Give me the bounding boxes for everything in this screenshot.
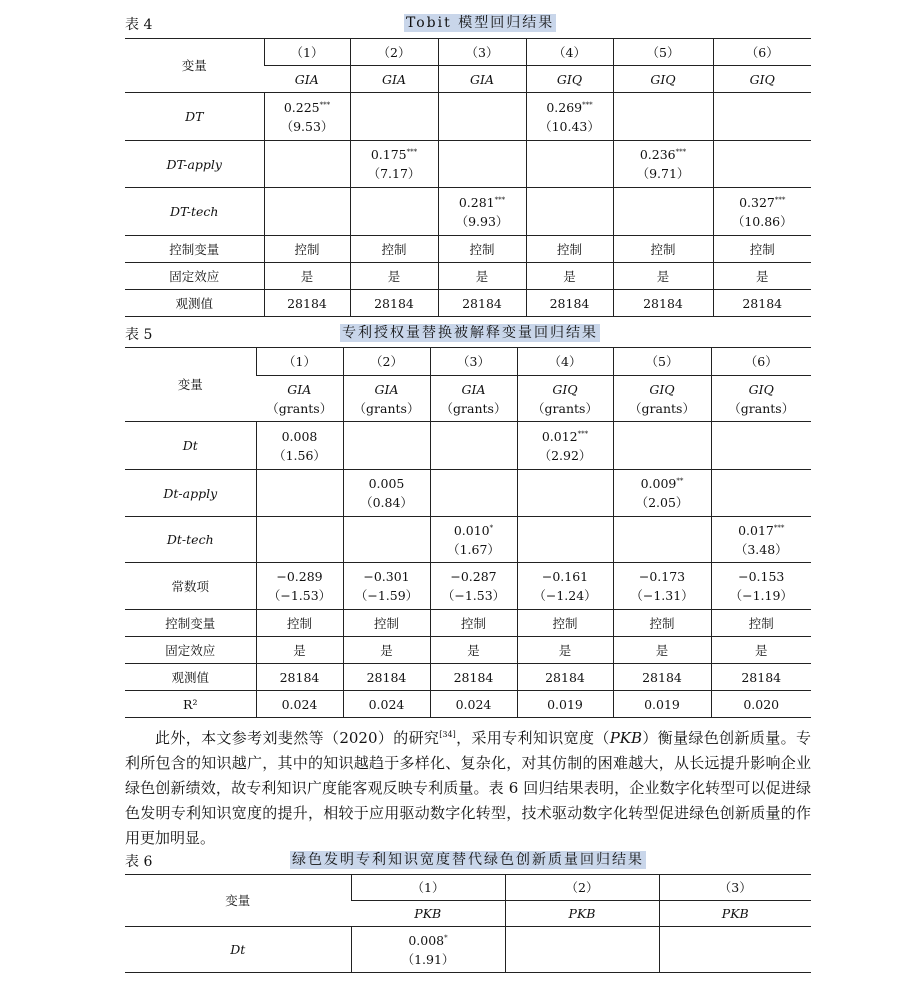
t-stat: （3.48）: [734, 541, 788, 557]
col-header: （4）: [517, 348, 613, 376]
significance-stars: ***: [319, 100, 331, 109]
value-cell: 控制: [438, 236, 526, 263]
coef-cell: [438, 188, 526, 236]
coef-value: 0.269: [546, 99, 583, 115]
value-cell: 0.024: [343, 691, 430, 718]
coef-cell: [430, 422, 517, 470]
value-cell: 28184: [517, 664, 613, 691]
table-row: [125, 422, 811, 470]
dep-var-sub: （grants）: [266, 400, 333, 416]
col-header: （6）: [713, 39, 811, 66]
t-stat: （−1.19）: [729, 588, 793, 603]
coef-cell: [438, 141, 526, 188]
significance-stars: ***: [773, 523, 785, 532]
paragraph-pkb: PKB: [609, 729, 643, 747]
citation-ref: [34]: [439, 730, 456, 739]
table-row: [125, 610, 811, 637]
value-cell: 28184: [438, 290, 526, 317]
value-cell: 是: [430, 637, 517, 664]
row-label: DT: [125, 93, 264, 141]
row-label: 固定效应: [125, 263, 264, 290]
coef-cell: [517, 470, 613, 517]
dep-var-sub: （grants）: [532, 400, 598, 416]
value-cell: 28184: [256, 664, 343, 691]
row-label: DT-apply: [125, 141, 264, 188]
coef-cell: [343, 470, 430, 517]
coef-value: 0.225: [283, 99, 320, 115]
coef-value: −0.301: [363, 569, 410, 584]
t-stat: （10.86）: [731, 213, 793, 229]
col-header: （1）: [264, 39, 350, 66]
t-stat: （−1.24）: [533, 588, 597, 603]
t-stat: （−1.59）: [354, 588, 419, 603]
table-row: [125, 236, 811, 263]
coef-cell: [713, 188, 811, 236]
value-cell: 0.020: [711, 691, 811, 718]
t-stat: （−1.31）: [630, 588, 694, 603]
dep-var: GIA: [287, 381, 312, 397]
coef-value: 0.010: [453, 522, 490, 538]
t-stat: （1.56）: [273, 447, 326, 463]
value-cell: 28184: [526, 290, 613, 317]
value-cell: 28184: [430, 664, 517, 691]
t-stat: （2.05）: [635, 495, 689, 510]
dep-var: GIQ: [713, 66, 811, 93]
value-cell: 是: [438, 263, 526, 290]
paragraph-text: ，采用专利知识宽度（: [455, 729, 610, 747]
col-header: （2）: [505, 875, 659, 901]
col-header: （1）: [351, 875, 505, 901]
dep-var-sub: （grants）: [440, 400, 507, 416]
coef-value: 0.281: [458, 194, 495, 210]
coef-cell: [526, 93, 613, 141]
significance-stars: ***: [494, 195, 506, 204]
value-cell: 28184: [711, 664, 811, 691]
table-row: [125, 188, 811, 236]
significance-stars: ***: [774, 195, 786, 204]
coef-cell: [264, 93, 350, 141]
dep-var: GIA: [438, 66, 526, 93]
col-header: （2）: [350, 39, 438, 66]
coef-cell: [264, 188, 350, 236]
coef-value: −0.287: [450, 569, 497, 584]
coef-cell: [517, 563, 613, 610]
value-cell: 控制: [343, 610, 430, 637]
coef-cell: [350, 93, 438, 141]
t-stat: （−1.53）: [441, 588, 506, 603]
value-cell: 28184: [264, 290, 350, 317]
value-cell: 控制: [517, 610, 613, 637]
coef-cell: [430, 517, 517, 563]
value-cell: 控制: [713, 236, 811, 263]
value-cell: 是: [256, 637, 343, 664]
t-stat: （2.92）: [538, 447, 592, 463]
table4-label: 表 4: [125, 17, 153, 33]
value-cell: 控制: [264, 236, 350, 263]
dep-var: GIA: [374, 381, 399, 397]
t-stat: （7.17）: [367, 166, 421, 181]
dep-var-sub: （grants）: [353, 400, 420, 416]
dep-var: PKB: [351, 901, 505, 927]
coef-cell: [613, 93, 713, 141]
coef-cell: [256, 422, 343, 470]
coef-cell: [517, 517, 613, 563]
coef-cell: [613, 141, 713, 188]
value-cell: 是: [613, 263, 713, 290]
value-cell: 是: [613, 637, 711, 664]
table6-title: 绿色发明专利知识宽度替代绿色创新质量回归结果: [292, 852, 644, 868]
table5-title: 专利授权量替换被解释变量回归结果: [342, 325, 598, 341]
value-cell: 控制: [430, 610, 517, 637]
coef-value: 0.005: [368, 476, 405, 491]
value-cell: 是: [350, 263, 438, 290]
value-cell: 0.019: [613, 691, 711, 718]
t-stat: （9.93）: [455, 213, 509, 229]
header-variable: 变量: [225, 893, 251, 908]
coef-value: 0.012: [541, 428, 578, 444]
dep-var-cell: [613, 376, 711, 422]
paragraph-text: ）衡量绿色创新质量。专利所包含的知识越广，其中的知识越趋于多样化、复杂化，对其仿制的困难越大，从长远提升影响企业绿色创新绩效，故专利知识广度能客观反映专利质量。表 6 回归结果表明，企业数字化转型可以促进绿色发明专利知识宽度的提升，相较于应用驱动数字化转型，技术驱动数字化转型促进绿色创新质量的作用更加明显。: [125, 729, 811, 847]
coef-cell: [430, 470, 517, 517]
dep-var: GIQ: [552, 381, 578, 397]
value-cell: 28184: [343, 664, 430, 691]
table-row: [125, 563, 811, 610]
coef-cell: [517, 422, 613, 470]
row-label: 控制变量: [125, 236, 264, 263]
dep-var-cell: [517, 376, 613, 422]
coef-cell: [256, 563, 343, 610]
row-label: 固定效应: [125, 637, 256, 664]
value-cell: 是: [264, 263, 350, 290]
dep-var-sub: （grants）: [728, 400, 795, 416]
table-row: [125, 263, 811, 290]
coef-value: 0.017: [738, 522, 774, 538]
col-header: （6）: [711, 348, 811, 376]
value-cell: 控制: [711, 610, 811, 637]
value-cell: 0.024: [256, 691, 343, 718]
table-row: [125, 141, 811, 188]
coef-cell: [711, 422, 811, 470]
t-stat: （0.84）: [360, 495, 413, 510]
dep-var: PKB: [659, 901, 811, 927]
col-header: （3）: [430, 348, 517, 376]
table4-title: Tobit 模型回归结果: [406, 15, 555, 31]
coef-cell: [713, 93, 811, 141]
dep-var: GIA: [350, 66, 438, 93]
body-paragraph: [125, 726, 811, 851]
t-stat: （9.71）: [636, 166, 690, 181]
header-variable: 变量: [177, 377, 203, 392]
col-header: （5）: [613, 348, 711, 376]
coef-value: −0.173: [638, 569, 686, 584]
dep-var: GIQ: [526, 66, 613, 93]
significance-stars: **: [676, 477, 684, 485]
coef-cell: [256, 517, 343, 563]
t-stat: （−1.53）: [267, 588, 332, 603]
paragraph-text: 此外，本文参考刘斐然等（2020）的研究: [155, 729, 440, 747]
significance-stars: *: [444, 933, 448, 942]
dep-var: GIA: [264, 66, 350, 93]
value-cell: 控制: [613, 236, 713, 263]
coef-cell: [343, 422, 430, 470]
value-cell: 控制: [526, 236, 613, 263]
value-cell: 是: [343, 637, 430, 664]
table-row: [125, 637, 811, 664]
dep-var-cell: [711, 376, 811, 422]
col-header: （3）: [659, 875, 811, 901]
coef-cell: [350, 188, 438, 236]
coef-cell: [526, 188, 613, 236]
coef-cell: [343, 517, 430, 563]
dep-var: PKB: [505, 901, 659, 927]
coef-cell: [659, 927, 811, 973]
table5-label: 表 5: [125, 327, 153, 343]
coef-value: −0.161: [541, 569, 589, 584]
row-label: R²: [125, 691, 256, 718]
col-header: （3）: [438, 39, 526, 66]
coef-cell: [711, 517, 811, 563]
significance-stars: ***: [675, 148, 687, 156]
coef-cell: [264, 141, 350, 188]
coef-value: 0.236: [639, 147, 676, 162]
value-cell: 0.019: [517, 691, 613, 718]
dep-var-cell: [256, 376, 343, 422]
coef-value: 0.009: [640, 476, 677, 491]
significance-stars: ***: [582, 100, 593, 109]
significance-stars: ***: [406, 148, 418, 156]
value-cell: 28184: [350, 290, 438, 317]
table-row: [125, 664, 811, 691]
table-row: [125, 93, 811, 141]
dep-var-cell: [430, 376, 517, 422]
table-row: [125, 517, 811, 563]
coef-cell: [256, 470, 343, 517]
table-row: [125, 470, 811, 517]
coef-value: −0.289: [276, 569, 323, 584]
t-stat: （1.67）: [447, 541, 500, 557]
col-header: （1）: [256, 348, 343, 376]
table-row: [125, 290, 811, 317]
coef-cell: [711, 470, 811, 517]
coef-value: 0.327: [739, 194, 775, 210]
coef-cell: [430, 563, 517, 610]
table6-label: 表 6: [125, 854, 153, 870]
t-stat: （10.43）: [539, 118, 600, 134]
coef-cell: [613, 563, 711, 610]
value-cell: 0.024: [430, 691, 517, 718]
row-label: 控制变量: [125, 610, 256, 637]
value-cell: 控制: [350, 236, 438, 263]
dep-var: GIQ: [649, 381, 675, 397]
header-variable: 变量: [181, 58, 207, 73]
row-label: 观测值: [125, 664, 256, 691]
row-label: 观测值: [125, 290, 264, 317]
table4: [125, 38, 811, 317]
t-stat: （1.91）: [401, 951, 455, 967]
col-header: （5）: [613, 39, 713, 66]
coef-cell: [505, 927, 659, 973]
coef-cell: [343, 563, 430, 610]
coef-value: −0.153: [738, 569, 785, 584]
t-stat: （9.53）: [280, 118, 334, 134]
col-header: （2）: [343, 348, 430, 376]
row-label: Dt-tech: [125, 517, 256, 563]
value-cell: 是: [517, 637, 613, 664]
coef-cell: [613, 517, 711, 563]
row-label: 常数项: [125, 563, 256, 610]
coef-cell: [711, 563, 811, 610]
value-cell: 控制: [613, 610, 711, 637]
row-label: Dt: [125, 927, 351, 973]
row-label: Dt-apply: [125, 470, 256, 517]
coef-value: 0.008: [408, 932, 445, 948]
value-cell: 是: [713, 263, 811, 290]
coef-value: 0.008: [281, 428, 318, 444]
coef-cell: [613, 422, 711, 470]
value-cell: 28184: [713, 290, 811, 317]
significance-stars: ***: [577, 429, 589, 438]
value-cell: 是: [711, 637, 811, 664]
table5: [125, 347, 811, 718]
value-cell: 28184: [613, 290, 713, 317]
dep-var-sub: （grants）: [629, 400, 695, 416]
table6: [125, 874, 811, 973]
value-cell: 28184: [613, 664, 711, 691]
col-header: （4）: [526, 39, 613, 66]
coef-cell: [713, 141, 811, 188]
coef-cell: [351, 927, 505, 973]
table-row: [125, 691, 811, 718]
dep-var: GIQ: [748, 381, 774, 397]
value-cell: 是: [526, 263, 613, 290]
row-label: Dt: [125, 422, 256, 470]
coef-cell: [438, 93, 526, 141]
coef-cell: [613, 470, 711, 517]
coef-cell: [350, 141, 438, 188]
value-cell: 控制: [256, 610, 343, 637]
significance-stars: *: [489, 523, 494, 532]
dep-var-cell: [343, 376, 430, 422]
coef-value: 0.175: [370, 147, 407, 162]
row-label: DT-tech: [125, 188, 264, 236]
coef-cell: [613, 188, 713, 236]
dep-var: GIA: [461, 381, 486, 397]
coef-cell: [526, 141, 613, 188]
dep-var: GIQ: [613, 66, 713, 93]
